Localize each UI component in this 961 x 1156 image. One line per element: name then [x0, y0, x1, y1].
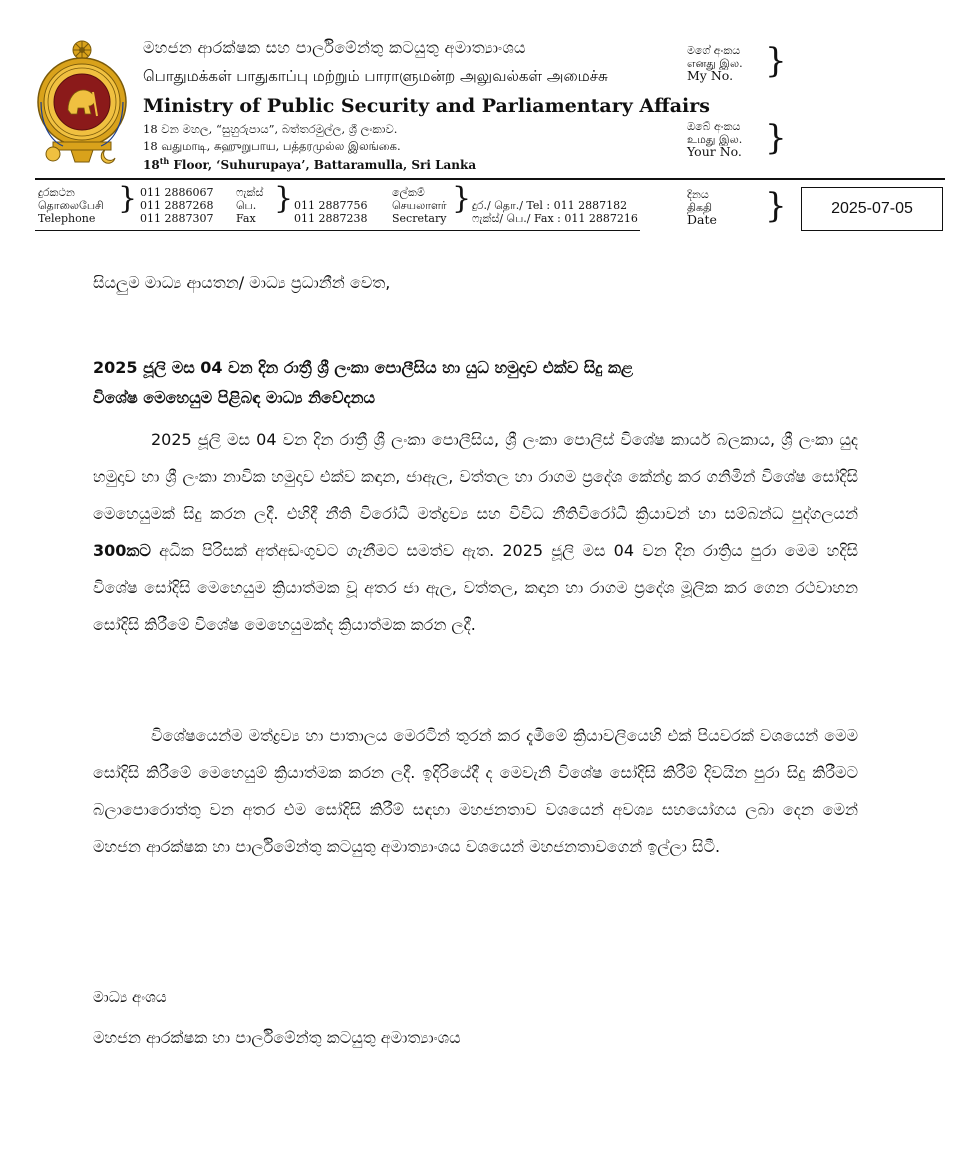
address-tamil: 18 வதுமாடி, சுஹுறுபாய, பத்தரமுல்ல இலங்கை. — [143, 139, 401, 153]
address-english: 18th Floor, ‘Suhurupaya’, Battaramulla, Sri Lanka — [143, 156, 477, 172]
secretary-numbers: දුර./ தொ./ Tel : 011 2887182 ෆැක්ස්/ பெ./ Fax : 011 2887216 — [472, 199, 638, 225]
your-no-brace: } — [765, 118, 787, 158]
footer-division: මාධ්‍ය අංශය — [93, 988, 167, 1006]
ministry-name-english: Ministry of Public Security and Parliamentary Affairs — [143, 95, 710, 117]
my-no-brace: } — [765, 41, 787, 81]
your-no-label: ඔබේ අංකය உமது இல. Your No. — [687, 120, 743, 159]
footer-ministry: මහජන ආරක්ෂක හා පාර්ලිමේන්තු කටයුතු අමාත්‍යාංශය — [93, 1028, 461, 1047]
sri-lanka-emblem-icon — [33, 38, 131, 168]
contact-underline — [35, 230, 640, 231]
fax-brace: } — [274, 181, 294, 216]
header-rule — [35, 178, 945, 180]
telephone-brace: } — [118, 181, 138, 216]
fax-numbers: 011 2887756 011 2887238 — [294, 199, 368, 225]
fax-labels: ෆැක්ස් பெ. Fax — [236, 186, 264, 225]
secretary-brace: } — [452, 181, 472, 216]
date-value-box: 2025-07-05 — [801, 187, 943, 231]
paragraph-2: විශේෂයෙන්ම මත්ද්‍රව්‍ය හා පාතාලය මෙරටින් තුරන් කර දැමීමේ ක්‍රියාවලියෙහි එක් පියවරක් වශයෙන් මෙම සෝදිසි කිරීමේ මෙහෙයුම් ක්‍රියාත්මක කරන ලදී. ඉදිරියේදී ද මෙවැනි විශේෂ සෝදිසි කිරීම් දිවයින පුරා සිදු කිරීමට බලාපොරොත්තු වන අතර එම සෝදිසි කිරීම් සඳහා මහජනතාව වශයෙන් අවශ්‍ය සහයෝගය ලබා දෙන මෙන් මහජන ආරක්ෂක හා පාර්ලිමේන්තු කටයුතු අමාත්‍යාංශය වශයෙන් මහජනතාවගෙන් ඉල්ලා සිටී. — [93, 726, 858, 856]
secretary-labels: ලේකම් செயலாளர் Secretary — [392, 186, 447, 225]
telephone-labels: දුරකථන தொலைபேசி Telephone — [38, 186, 104, 225]
address-sinhala: 18 වන මහල, “සුහුරුපාය”, බත්තරමුල්ල, ශ්‍රී ලංකාව. — [143, 122, 398, 136]
date-label: දිනය திகதி Date — [687, 188, 717, 227]
ministry-name-sinhala: මහජන ආරක්ෂක සහ පාර්ලිමේන්තු කටයුතු අමාත්‍යාංශය — [143, 38, 526, 57]
my-no-label: මගේ අංකය எனது இல. My No. — [687, 44, 743, 83]
paragraph-1: 2025 ජූලි මස 04 වන දින රාත්‍රී ශ්‍රී ලංකා පොලීසිය, ශ්‍රී ලංකා පොලිස් විශේෂ කාර්ය බලකාය, ශ්‍රී ලංකා යුද හමුදාව හා ශ්‍රී ලංකා නාවික හමුදාව එක්ව කඳාන, ජාඇල, වත්තල හා රාගම ප්‍රදේශ කේන්ද්‍ර කර ගනිමින් විශේෂ සෝදිසි මෙහෙයුමක් සිදු කරන ලදී. එහිදී නීති විරෝධී මත්ද්‍රව්‍ය සහ විවිධ නීතිවිරෝධී ක්‍රියාවන් හා සම්බන්ධ පුද්ගලයන් 300කට අධික පිරිසක් අත්අඩංගුවට ගැනීමට සමත්ව ඇත. 2025 ජූලි මස 04 වන දින රාත්‍රිය පුරා මෙම හදිසි විශේෂ සෝදිසි මෙහෙයුම ක්‍රියාත්මක වූ අතර ජා ඇල, වත්තල, කඳාන හා රාගම ප්‍රදේශ මූලික කර ගෙන රථවාහන සෝදිසි කිරීමේ විශේෂ මෙහෙයුමක්ද ක්‍රියාත්මක කරන ලදී. — [93, 430, 858, 634]
telephone-numbers: 011 2886067 011 2887268 011 2887307 — [140, 186, 214, 225]
arrest-count: 300කට — [93, 541, 151, 560]
ministry-name-tamil: பொதுமக்கள் பாதுகாப்பு மற்றும் பாராளுமன்ற அலுவல்கள் அமைச்சு — [143, 67, 608, 85]
document-title: 2025 ජූලි මස 04 වන දින රාත්‍රී ශ්‍රී ලංකා පොලීසිය හා යුධ හමුදාව එක්ව සිදු කළ විශේෂ මෙහෙයුම පිළිබඳ මාධ්‍ය නිවේදනය — [93, 358, 634, 407]
salutation: සියලුම මාධ්‍ය ආයතන/ මාධ්‍ය ප්‍රධානීන් වෙත, — [93, 273, 391, 292]
date-brace: } — [765, 186, 787, 226]
